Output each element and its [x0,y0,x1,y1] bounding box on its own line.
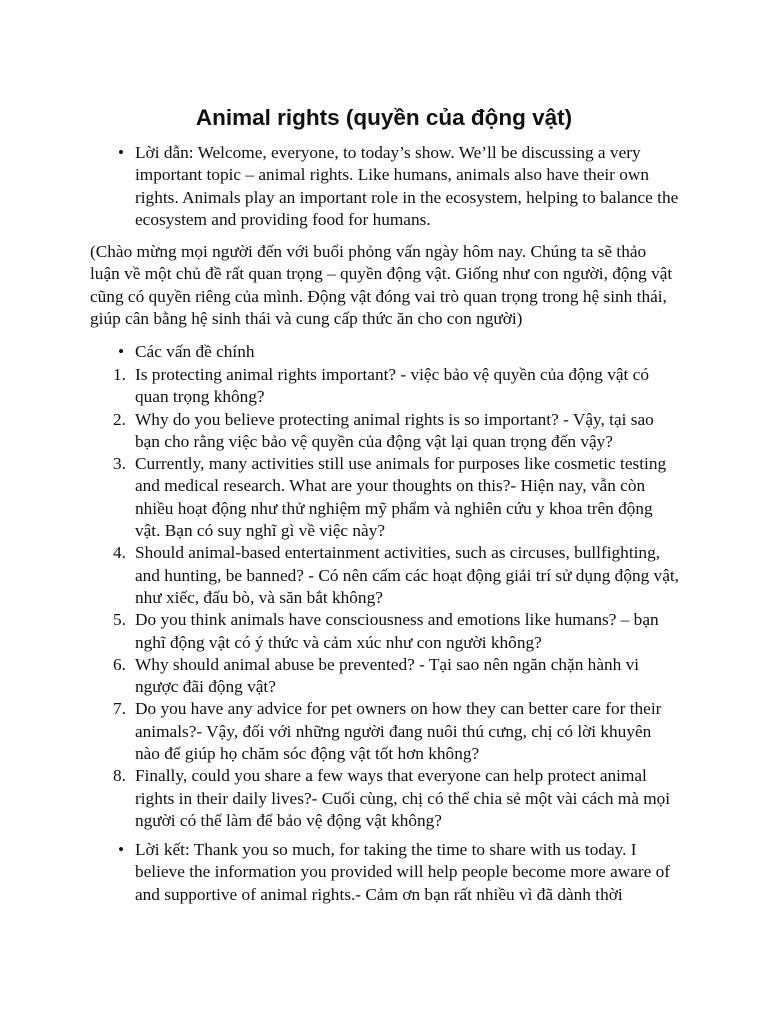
closing-list [90,839,680,906]
bullet-icon: • [117,840,124,859]
question-number: 5. [113,610,126,630]
question-number: 2. [113,409,126,429]
question-item [90,453,680,542]
question-text: Should animal-based entertainment activities, such as circuses, bullfighting, and hunting, be banned? - Có nên cấm các hoạt động giải trí sử dụng động vật, như xiếc, đấu bò, và săn bắt không? [135,543,679,607]
question-text: Finally, could you share a few ways that everyone can help protect animal rights in their daily lives?- Cuối cùng, chị có thể chia sẻ một vài cách mà mọi người có thể làm để bảo vệ động vật không? [135,766,671,830]
intro-item [90,142,680,231]
question-text: Do you have any advice for pet owners on how they can better care for their animals?- Vậy, đối với những người đang nuôi thú cưng, chị có lời khuyên nào để giúp họ chăm sóc động vật tốt hơn không? [135,699,662,764]
question-item [90,609,680,654]
question-number: 3. [113,454,126,474]
question-number: 6. [113,654,126,674]
translation-paragraph: (Chào mừng mọi người đến với buổi phỏng vấn ngày hôm nay. Chúng ta sẽ thảo luận về một chủ đề rất quan trọng – quyền động vật. Giống như con người, động vật cũng có quyền riêng của mình. Động vật đóng vai trò quan trọng trong hệ sinh thái, giúp cân bằng hệ sinh thái và cung cấp thức ăn cho con người) [90,242,673,328]
intro-text: Lời dẫn: Welcome, everyone, to today’s show. We’ll be discussing a very important topic – animal rights. Like humans, animals also have their own rights. Animals play an important role in the ecosystem, helping to balance the ecosystem and providing food for humans. [135,143,679,229]
question-number: 7. [113,699,126,719]
question-item [90,654,680,699]
question-text: Currently, many activities still use animals for purposes like cosmetic testing and medical research. What are your thoughts on this?- Hiện nay, vẫn còn nhiều hoạt động như thử nghiệm mỹ phẩm và nghiên cứu y khoa trên động vật. Bạn có suy nghĩ gì về việc này? [135,454,667,541]
question-list [90,364,680,832]
question-item [90,765,680,832]
question-item [90,364,680,409]
main-issues-heading-text: Các vấn đề chính [135,342,255,361]
document-title: Animal rights (quyền của động vật) [195,105,573,130]
question-number: 1. [113,365,126,384]
question-item [90,542,680,609]
question-item [90,698,680,765]
bullet-icon: • [117,143,124,162]
main-issues-heading [90,341,680,363]
main-issues-list [90,341,680,363]
question-number: 8. [113,766,126,786]
question-text: Do you think animals have consciousness and emotions like humans? – bạn nghĩ động vật có ý thức và cảm xúc như con người không? [135,610,659,652]
closing-item [90,839,680,906]
question-item [90,409,680,454]
bullet-icon: • [117,342,124,361]
question-text: Why do you believe protecting animal rights is so important? - Vậy, tại sao bạn cho rằng việc bảo vệ quyền của động vật lại quan trọng đến vậy? [135,409,654,451]
closing-text: Lời kết: Thank you so much, for taking the time to share with us today. I believe the information you provided will help people become more aware of and supportive of animal rights.- Cảm ơn bạn rất nhiều vì đã dành thời [135,840,671,904]
question-text: Is protecting animal rights important? - việc bảo vệ quyền của động vật có quan trọng không? [135,365,649,407]
question-text: Why should animal abuse be prevented? - Tại sao nên ngăn chặn hành vi ngược đãi động vật? [135,654,640,697]
intro-list [90,142,680,231]
question-number: 4. [113,543,126,563]
